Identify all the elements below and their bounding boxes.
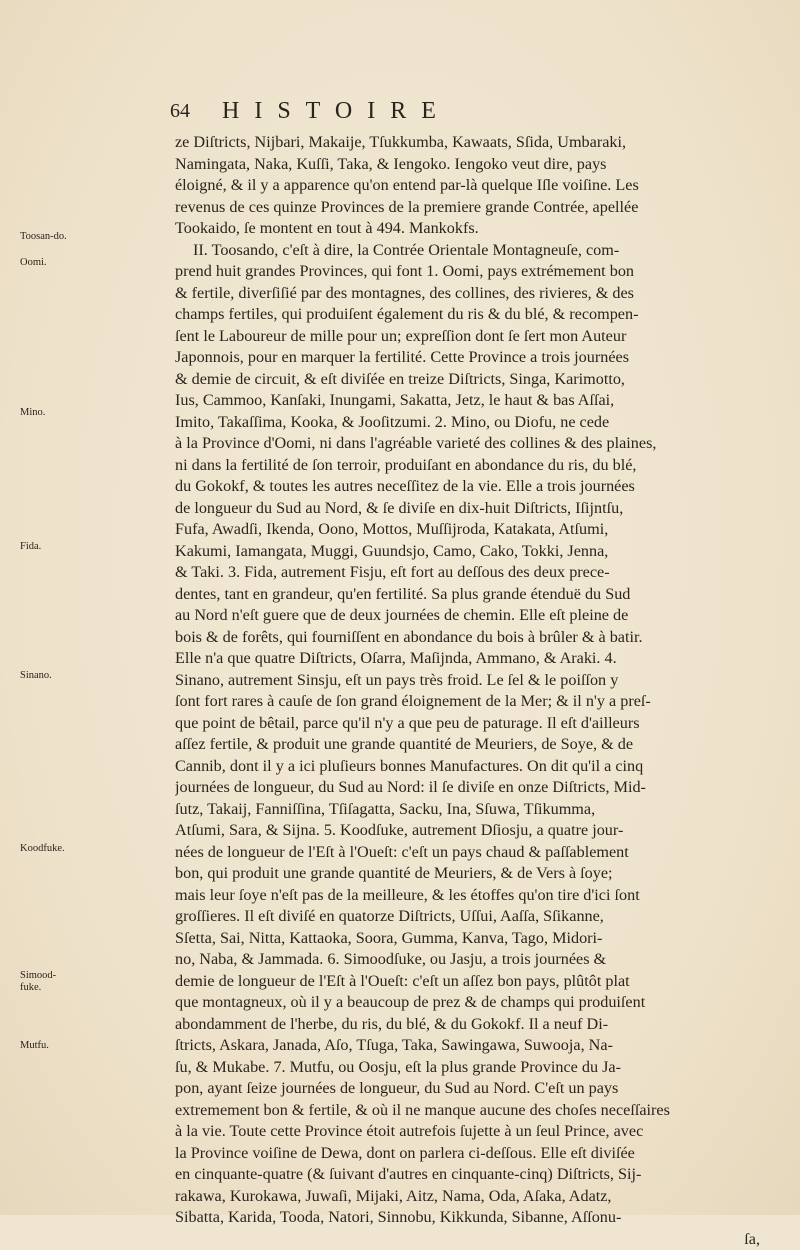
text-line: Tookaido, ſe montent en tout à 494. Mankokfs. (175, 218, 760, 240)
margin-note-toosando: Toosan-do. (20, 231, 68, 243)
text-line: demie de longueur de l'Eſt à l'Oueſt: c'eſt un aſſez bon pays, plûtôt plat (175, 971, 760, 993)
text-line: de longueur du Sud au Nord, & ſe diviſe en dix-huit Diſtricts, Iſijntſu, (175, 498, 760, 520)
text-line: au Nord n'eſt guere que de deux journées de chemin. Elle eſt pleine de (175, 605, 760, 627)
text-line: à la vie. Toute cette Province étoit autrefois ſujette à un ſeul Prince, avec (175, 1121, 760, 1143)
text-line: journées de longueur, du Sud au Nord: il ſe diviſe en onze Diſtricts, Mid- (175, 777, 760, 799)
text-line: bon, qui produit une grande quantité de Meuriers, & de Vers à ſoye; (175, 863, 760, 885)
text-line: Imito, Takaſſima, Kooka, & Jooſitzumi. 2. Mino, ou Diofu, ne cede (175, 412, 760, 434)
text-line: ze Diſtricts, Nijbari, Makaije, Tſukkumba, Kawaats, Sſida, Umbaraki, (175, 132, 760, 154)
text-line: ſent le Laboureur de mille pour un; expreſſion dont ſe ſert mon Auteur (175, 326, 760, 348)
text-line: rakawa, Kurokawa, Juwaſi, Mijaki, Aitz, Nama, Oda, Aſaka, Adatz, (175, 1186, 760, 1208)
text-line: revenus de ces quinze Provinces de la premiere grande Contrée, apellée (175, 197, 760, 219)
text-line: ſutz, Takaij, Fanniſſina, Tſiſagatta, Sacku, Ina, Sſuwa, Tſikumma, (175, 799, 760, 821)
text-line: Atſumi, Sara, & Sijna. 5. Koodſuke, autrement Dſiosju, a quatre jour- (175, 820, 760, 842)
text-line: & demie de circuit, & eſt diviſée en treize Diſtricts, Singa, Karimotto, (175, 369, 760, 391)
text-line: Japonnois, pour en marquer la fertilité. Cette Province a trois journées (175, 347, 760, 369)
margin-note-fida: Fida. (20, 541, 68, 553)
text-line: la Province voiſine de Dewa, dont on parlera ci-deſſous. Elle eſt diviſée (175, 1143, 760, 1165)
text-line: ni dans la fertilité de ſon terroir, produiſant en abondance du ris, du blé, (175, 455, 760, 477)
text-line: Namingata, Naka, Kuſſi, Taka, & Iengoko. Iengoko veut dire, pays (175, 154, 760, 176)
text-line: Sinano, autrement Sinsju, eſt un pays très froid. Le ſel & le poiſſon y (175, 670, 760, 692)
text-line: Ius, Cammoo, Kanſaki, Inungami, Sakatta, Jetz, le haut & bas Aſſai, (175, 390, 760, 412)
catchword: ſa, (175, 1229, 760, 1250)
text-line: abondamment de l'herbe, du ris, du blé, & du Gokokf. Il a neuf Di- (175, 1014, 760, 1036)
text-line: éloigné, & il y a apparence qu'on entend par-là quelque Iſle voiſine. Les (175, 175, 760, 197)
text-line: Kakumi, Iamangata, Muggi, Guundsjo, Camo, Cako, Tokki, Jenna, (175, 541, 760, 563)
text-line: en cinquante-quatre (& ſuivant d'autres en cinquante-cinq) Diſtricts, Sij- (175, 1164, 760, 1186)
text-line: que point de bêtail, parce qu'il n'y a que peu de paturage. Il eſt d'ailleurs (175, 713, 760, 735)
text-line: que montagneux, où il y a beaucoup de prez & de champs qui produiſent (175, 992, 760, 1014)
text-line: prend huit grandes Provinces, qui font 1. Oomi, pays extrémement bon (175, 261, 760, 283)
text-line: Sibatta, Karida, Tooda, Natori, Sinnobu, Kikkunda, Sibanne, Aſſonu- (175, 1207, 760, 1229)
body-text (175, 132, 760, 1250)
text-line: Cannib, dont il y a ici pluſieurs bonnes Manufactures. On dit qu'il a cinq (175, 756, 760, 778)
margin-note-simoodfuke: Simood-fuke. (20, 970, 68, 994)
text-line: & fertile, diverſiſié par des montagnes, des collines, des rivieres, & des (175, 283, 760, 305)
text-line: Sſetta, Sai, Nitta, Kattaoka, Soora, Gumma, Kanva, Tago, Midori- (175, 928, 760, 950)
margin-note-mino: Mino. (20, 407, 68, 419)
text-line: à la Province d'Oomi, ni dans l'agréable varieté des collines & des plaines, (175, 433, 760, 455)
text-line: ſu, & Mukabe. 7. Mutfu, ou Oosju, eſt la plus grande Province du Ja- (175, 1057, 760, 1079)
margin-note-mutfu: Mutfu. (20, 1040, 68, 1052)
margin-note-koodfuke: Koodfuke. (20, 843, 68, 855)
text-line: champs fertiles, qui produiſent également du ris & du blé, & recompen- (175, 304, 760, 326)
margin-note-sinano: Sinano. (20, 670, 68, 682)
text-line: pon, ayant ſeize journées de longueur, du Sud au Nord. C'eſt un pays (175, 1078, 760, 1100)
text-line: no, Naba, & Jammada. 6. Simoodſuke, ou Jasju, a trois journées & (175, 949, 760, 971)
text-line: II. Toosando, c'eſt à dire, la Contrée Orientale Montagneuſe, com- (175, 240, 760, 262)
text-line: extremement bon & fertile, & où il ne manque aucune des choſes neceſſaires (175, 1100, 760, 1122)
text-line: aſſez fertile, & produit une grande quantité de Meuriers, de Soye, & de (175, 734, 760, 756)
text-line: dentes, tant en grandeur, qu'en fertilité. Sa plus grande étenduë du Sud (175, 584, 760, 606)
text-line: nées de longueur de l'Eſt à l'Oueſt: c'eſt un pays chaud & paſſablement (175, 842, 760, 864)
text-line: Elle n'a que quatre Diſtricts, Oſarra, Maſijnda, Ammano, & Araki. 4. (175, 648, 760, 670)
text-line: Fufa, Awadſi, Ikenda, Oono, Mottos, Muſſijroda, Katakata, Atſumi, (175, 519, 760, 541)
text-line: bois & de forêts, qui fourniſſent en abondance du bois à brûler & à batir. (175, 627, 760, 649)
text-line: mais leur ſoye n'eſt pas de la meilleure, & les étoffes qu'on tire d'ici ſont (175, 885, 760, 907)
text-line: du Gokokf, & toutes les autres neceſſitez de la vie. Elle a trois journées (175, 476, 760, 498)
running-head: HISTOIRE (222, 98, 451, 125)
text-line: ſtricts, Askara, Janada, Aſo, Tſuga, Taka, Sawingawa, Suwooja, Na- (175, 1035, 760, 1057)
page-number: 64 (170, 100, 190, 123)
margin-note-oomi: Oomi. (20, 257, 68, 269)
text-line: groſſieres. Il eſt diviſé en quatorze Diſtricts, Uſſui, Aaſſa, Sſikanne, (175, 906, 760, 928)
text-line: ſont fort rares à cauſe de ſon grand éloignement de la Mer; & il n'y a preſ- (175, 691, 760, 713)
text-line: & Taki. 3. Fida, autrement Fisju, eſt fort au deſſous des deux prece- (175, 562, 760, 584)
page-header (170, 100, 730, 130)
